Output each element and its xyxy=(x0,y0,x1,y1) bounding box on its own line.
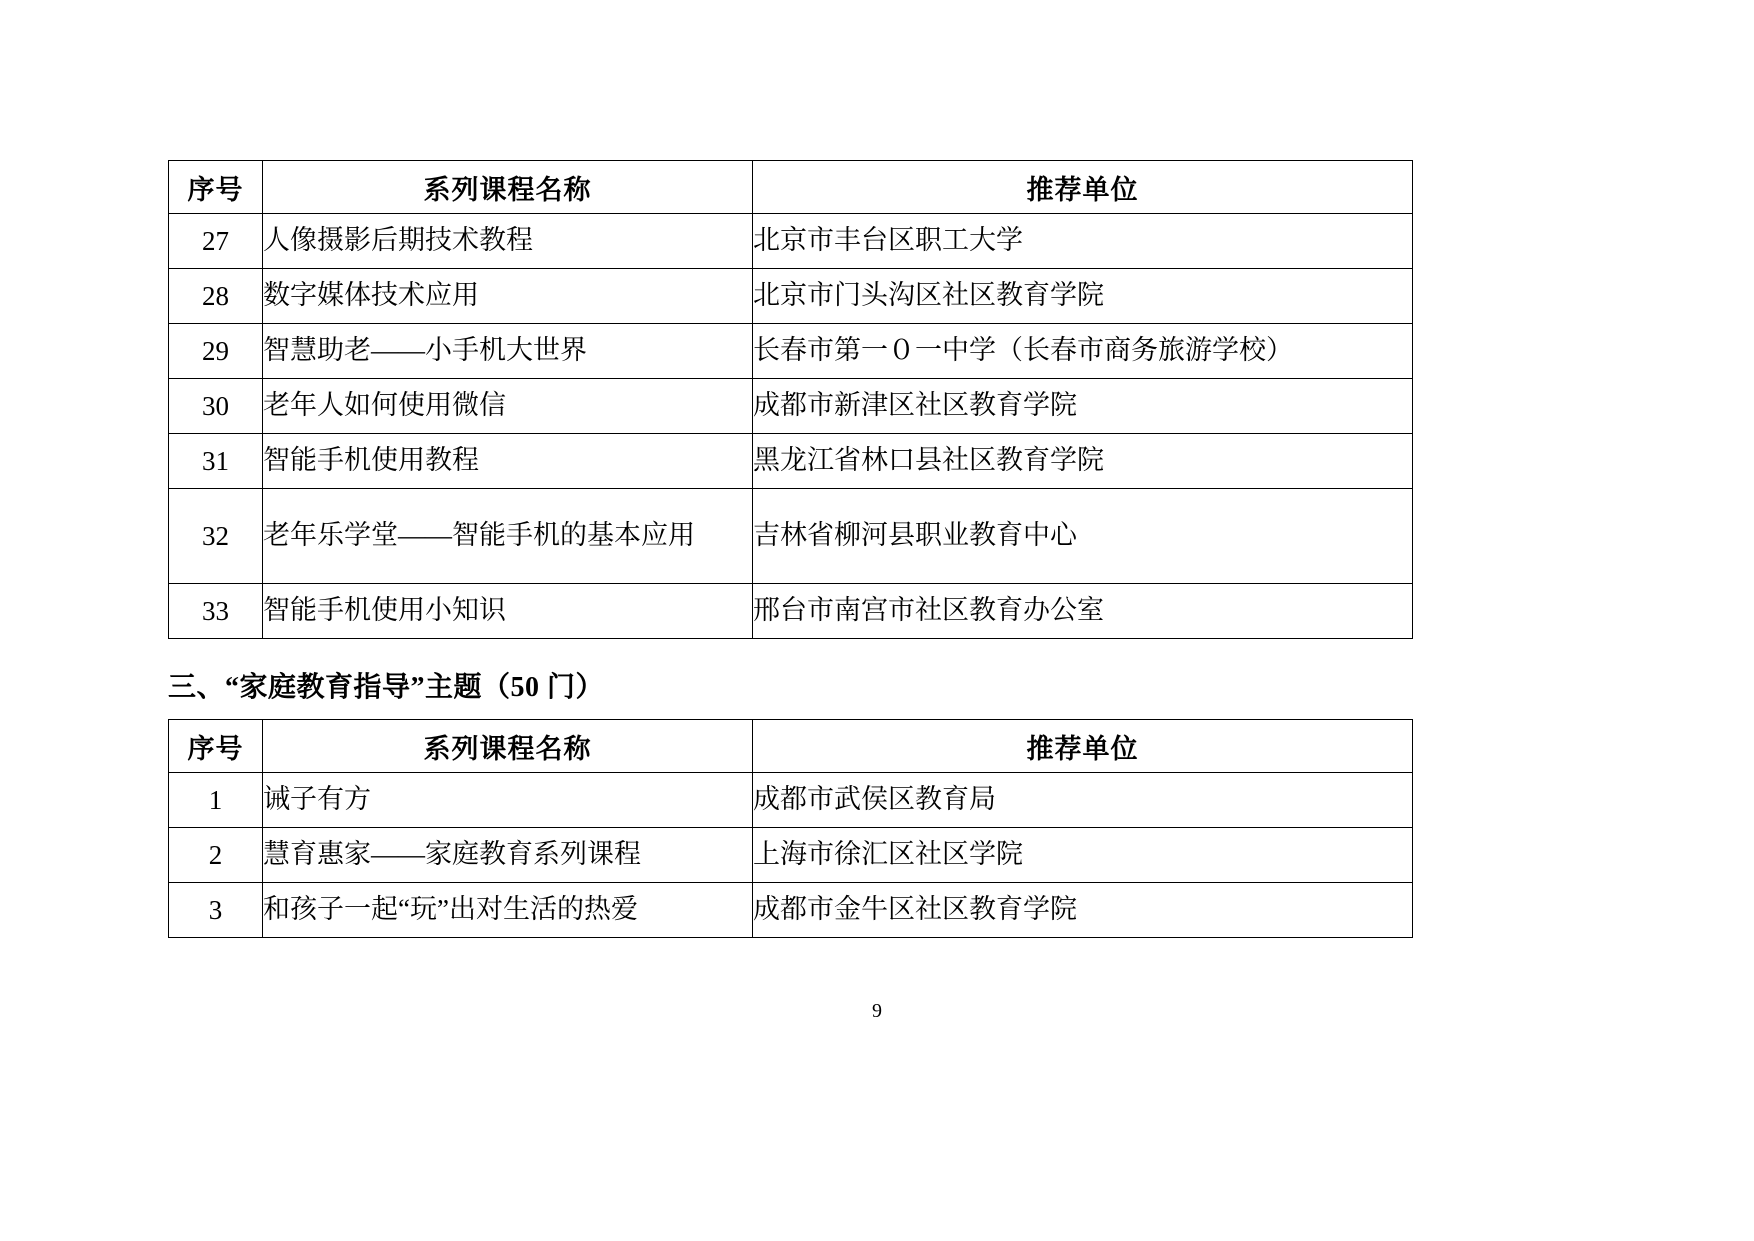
column-header-course-name: 系列课程名称 xyxy=(263,161,753,214)
table-header-row xyxy=(169,720,1413,773)
row-no: 28 xyxy=(169,269,263,324)
row-unit: 长春市第一０一中学（长春市商务旅游学校） xyxy=(753,324,1413,379)
row-course-name: 数字媒体技术应用 xyxy=(263,269,753,324)
column-header-no: 序号 xyxy=(169,720,263,773)
column-header-no: 序号 xyxy=(169,161,263,214)
table-row xyxy=(169,379,1413,434)
row-unit: 成都市武侯区教育局 xyxy=(753,773,1413,828)
row-no: 2 xyxy=(169,828,263,883)
row-no: 33 xyxy=(169,584,263,639)
table-row xyxy=(169,883,1413,938)
row-course-name: 老年乐学堂——智能手机的基本应用 xyxy=(263,489,753,584)
column-header-unit: 推荐单位 xyxy=(753,720,1413,773)
table-row xyxy=(169,828,1413,883)
table-row xyxy=(169,773,1413,828)
row-no: 1 xyxy=(169,773,263,828)
row-unit: 北京市门头沟区社区教育学院 xyxy=(753,269,1413,324)
column-header-unit: 推荐单位 xyxy=(753,161,1413,214)
table-row xyxy=(169,584,1413,639)
table-row xyxy=(169,489,1413,584)
section-heading: 三、“家庭教育指导”主题（50 门） xyxy=(168,672,605,703)
row-unit: 邢台市南宫市社区教育办公室 xyxy=(753,584,1413,639)
table-row xyxy=(169,434,1413,489)
row-course-name: 智慧助老——小手机大世界 xyxy=(263,324,753,379)
row-course-name: 诫子有方 xyxy=(263,773,753,828)
row-unit: 北京市丰台区职工大学 xyxy=(753,214,1413,269)
row-no: 30 xyxy=(169,379,263,434)
table-row xyxy=(169,269,1413,324)
row-unit: 成都市新津区社区教育学院 xyxy=(753,379,1413,434)
row-no: 32 xyxy=(169,489,263,584)
row-unit: 黑龙江省林口县社区教育学院 xyxy=(753,434,1413,489)
column-header-course-name: 系列课程名称 xyxy=(263,720,753,773)
row-course-name: 智能手机使用教程 xyxy=(263,434,753,489)
row-no: 27 xyxy=(169,214,263,269)
table-row xyxy=(169,324,1413,379)
course-table-family-education xyxy=(168,719,1413,938)
row-unit: 成都市金牛区社区教育学院 xyxy=(753,883,1413,938)
table-header-row xyxy=(169,161,1413,214)
page-content xyxy=(168,160,1412,938)
course-table-digital-literacy xyxy=(168,160,1413,639)
row-unit: 吉林省柳河县职业教育中心 xyxy=(753,489,1413,584)
row-course-name: 人像摄影后期技术教程 xyxy=(263,214,753,269)
row-course-name: 智能手机使用小知识 xyxy=(263,584,753,639)
row-unit: 上海市徐汇区社区学院 xyxy=(753,828,1413,883)
row-no: 3 xyxy=(169,883,263,938)
row-course-name: 和孩子一起“玩”出对生活的热爱 xyxy=(263,883,753,938)
row-no: 31 xyxy=(169,434,263,489)
page-number: 9 xyxy=(872,1000,882,1022)
row-course-name: 慧育惠家——家庭教育系列课程 xyxy=(263,828,753,883)
table-row xyxy=(169,214,1413,269)
row-course-name: 老年人如何使用微信 xyxy=(263,379,753,434)
row-no: 29 xyxy=(169,324,263,379)
